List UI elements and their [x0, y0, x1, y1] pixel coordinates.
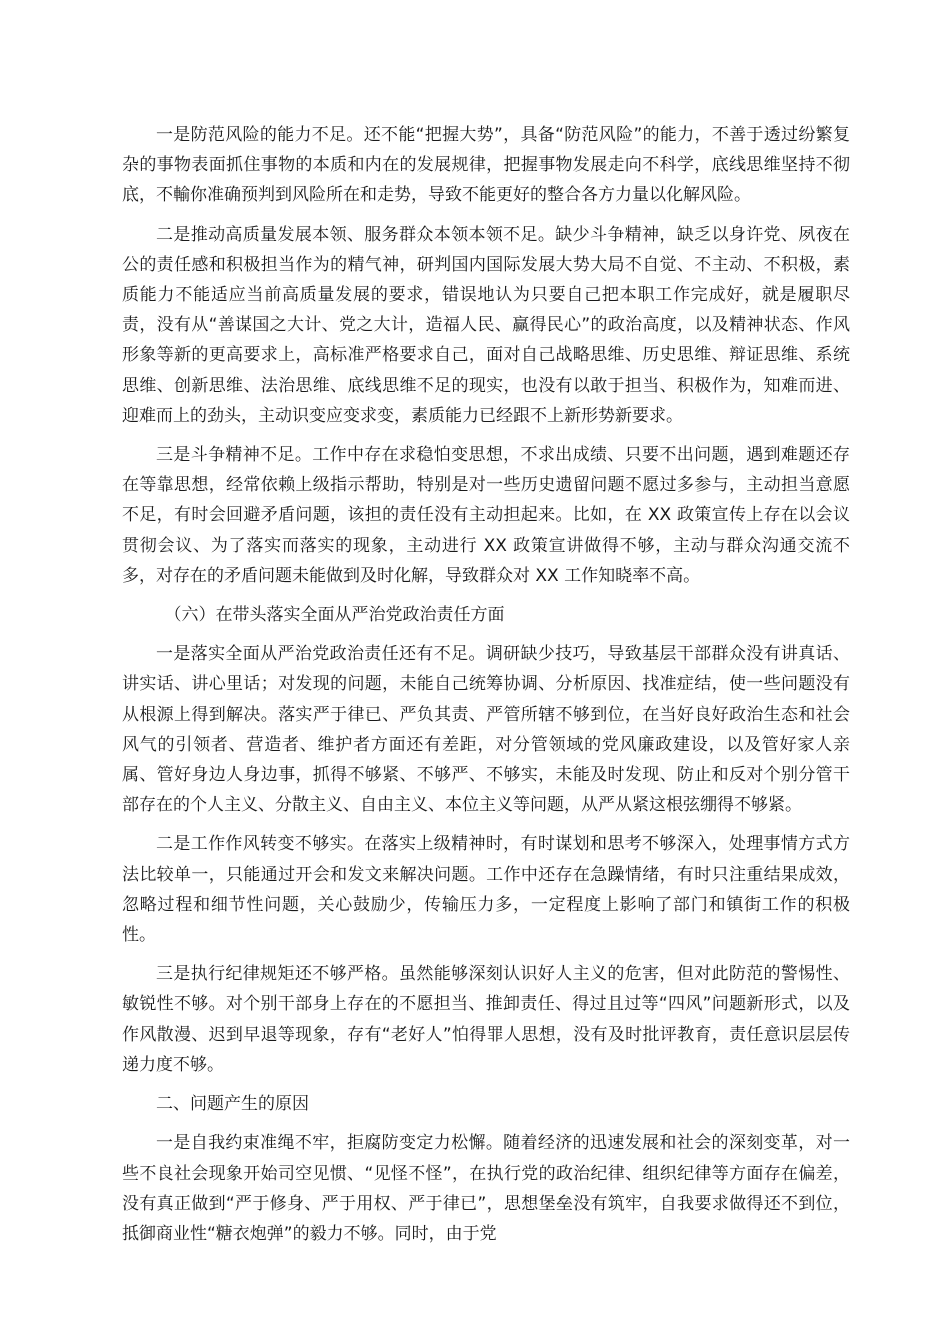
- paragraph-risk-prevention: 一是防范风险的能力不足。还不能“把握大势”，具备“防范风险”的能力，不善于透过纷繁复杂的事物表面抓住事物的本质和内在的发展规律，把握事物发展走向不科学，底线思维坚持不彻底，不輸你准确预判到风险所在和走势，导致不能更好的整合各方力量以化解风险。: [122, 125, 850, 206]
- section-heading-six: （六）在带头落实全面从严治党政治责任方面: [164, 605, 505, 626]
- paragraph-development-ability: 二是推动高质量发展本领、服务群众本领本领不足。缺少斗争精神，缺乏以身许党、夙夜在公的责任感和积极担当作为的精气神，研判国内国际发展大势大局不自觉、不主动、不积极，素质能力不能适应当前高质量发展的要求，错误地认为只要自己把本职工作完成好，就是履职尽责，没有从“善谋国之大计、党之大计，造福人民、赢得民心”的政治高度，以及精神状态、作风形象等新的更高要求上，高标准严格要求自己，面对自己战略思维、历史思维、辩证思维、系统思维、创新思维、法治思维、底线思维不足的现实，也没有以敢于担当、积极作为，知难而进、迎难而上的劲头，主动识变应变求变，素质能力已经跟不上新形势新要求。: [122, 224, 850, 426]
- paragraph-work-style: 二是工作作风转变不够实。在落实上级精神时，有时谋划和思考不够深入，处理事情方式方法比较单一，只能通过开会和发文来解决问题。工作中还存在急躁情绪，有时只注重结果成效，忽略过程和细节性问题，关心鼓励少，传输压力多，一定程度上影响了部门和镇街工作的积极性。: [122, 834, 850, 946]
- paragraph-struggle-spirit: 三是斗争精神不足。工作中存在求稳怕变思想，不求出成绩、只要不出问题，遇到难题还存在等靠思想，经常依赖上级指示帮助，特别是对一些历史遗留问题不愿过多参与，主动担当意愿不足，有时会回避矛盾问题，该担的责任没有主动担起来。比如，在 XX 政策宣传上存在以会议贯彻会议、为了落实而落实的现象，主动进行 XX 政策宣讲做得不够，主动与群众沟通交流不多，对存在的矛盾问题未能做到及时化解，导致群众对 XX 工作知晓率不高。: [122, 445, 850, 586]
- document-page: [122, 120, 850, 1258]
- paragraph-self-restraint: 一是自我约束准绳不牢，拒腐防变定力松懈。随着经济的迅速发展和社会的深刻变革，对一些不良社会现象开始司空见惯、“见怪不怪”，在执行党的政治纪律、组织纪律等方面存在偏差，没有真正做到“严于修身、严于用权、严于律已”，思想堡垒没有筑牢，自我要求做得还不到位，抵御商业性“糖衣炮弹”的毅力不够。同时，由于党: [122, 1133, 850, 1244]
- paragraph-discipline: 三是执行纪律规矩还不够严格。虽然能够深刻认识好人主义的危害，但对此防范的警惕性、敏锐性不够。对个别干部身上存在的不愿担当、推卸责任、得过且过等“四风”问题新形式，以及作风散漫、迟到早退等现象，存有“老好人”怕得罪人思想，没有及时批评教育，责任意识层层传递力度不够。: [122, 964, 850, 1075]
- section-heading-causes: 二、问题产生的原因: [156, 1094, 309, 1115]
- paragraph-party-responsibility: 一是落实全面从严治党政治责任还有不足。调研缺少技巧，导致基层干部群众没有讲真话、讲实话、讲心里话；对发现的问题，未能自己统筹协调、分析原因、找准症结，使一些问题没有从根源上得到解决。落实严于律已、严负其责、严管所辖不够到位，在当好良好政治生态和社会风气的引领者、营造者、维护者方面还有差距，对分管领域的党风廉政建设，以及管好家人亲属、管好身边人身边事，抓得不够紧、不够严、不够实，未能及时发现、防止和反对个别分管干部存在的个人主义、分散主义、自由主义、本位主义等问题，从严从紧这根弦绷得不够紧。: [122, 644, 850, 816]
